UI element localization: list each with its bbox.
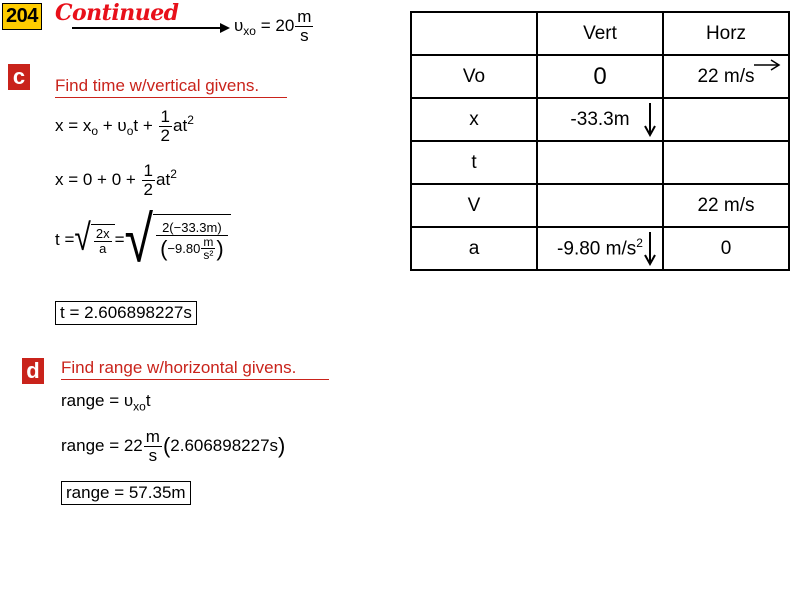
horz-cell: [663, 141, 789, 184]
vert-cell: [537, 98, 663, 141]
part-c-equation-1: $x = x_o + \upsilon_ot$ + $\frac{1}{2}$ $at^2$: [55, 107, 194, 145]
row-label: x: [411, 98, 537, 141]
table-row: [411, 98, 789, 141]
part-d-equation-1: range = $\upsilon_{xo}t$: [61, 391, 151, 414]
vert-exponent: 2: [636, 236, 643, 251]
table-header-cell: [411, 12, 537, 55]
part-c-equation-2: x = 0 + 0 + $\frac{1}{2}$ $at^2$: [55, 161, 177, 199]
vert-cell: [537, 184, 663, 227]
part-d-heading: Find range w/horizontal givens.: [61, 358, 329, 380]
vert-cell: 0: [537, 55, 663, 98]
part-c-badge: c: [8, 64, 30, 90]
vert-cell: [537, 227, 663, 270]
part-d-result: range = 57.35m: [61, 481, 191, 505]
row-label: V: [411, 184, 537, 227]
row-label: a: [411, 227, 537, 270]
row-label: Vo: [411, 55, 537, 98]
part-c-heading: Find time w/vertical givens.: [55, 76, 287, 98]
horz-cell: 22 m/s: [663, 184, 789, 227]
horz-value: 22 m/s: [697, 65, 755, 87]
right-arrow-icon: [754, 58, 782, 72]
horz-cell: [663, 55, 789, 98]
table-row: [411, 227, 789, 270]
part-d-equation-2: range = 22 $\frac{m}{s}$ ( 2.606898227s ): [61, 427, 286, 465]
part-c-equation-3: t = √ $\frac{2x}{a}$ = √ 2(−33.3m) ( −9.80 $\frac{m}{\text{s²}}$ ): [55, 214, 231, 266]
page-title: Continued: [55, 0, 179, 26]
given-velocity: $\upsilon_{xo} = 20$ $\frac{m}{s}$: [234, 7, 312, 45]
vert-value: -33.3m: [570, 108, 630, 130]
horz-cell: 0: [663, 227, 789, 270]
vert-value: -9.80 m/s: [557, 238, 637, 260]
part-d-badge: d: [22, 358, 44, 384]
header-arrow: [72, 20, 232, 34]
part-c-result: t = 2.606898227s: [55, 301, 197, 325]
table-header-row: [411, 12, 789, 55]
down-arrow-icon: [644, 232, 656, 266]
vert-cell: [537, 141, 663, 184]
table-header-cell: Horz: [663, 12, 789, 55]
givens-table: [410, 11, 790, 271]
down-arrow-icon: [644, 103, 656, 137]
table-row: [411, 184, 789, 227]
table-header-cell: Vert: [537, 12, 663, 55]
row-label: t: [411, 141, 537, 184]
table-row: [411, 141, 789, 184]
table-row: [411, 55, 789, 98]
horz-cell: [663, 98, 789, 141]
slide-number-badge: 204: [2, 3, 42, 30]
